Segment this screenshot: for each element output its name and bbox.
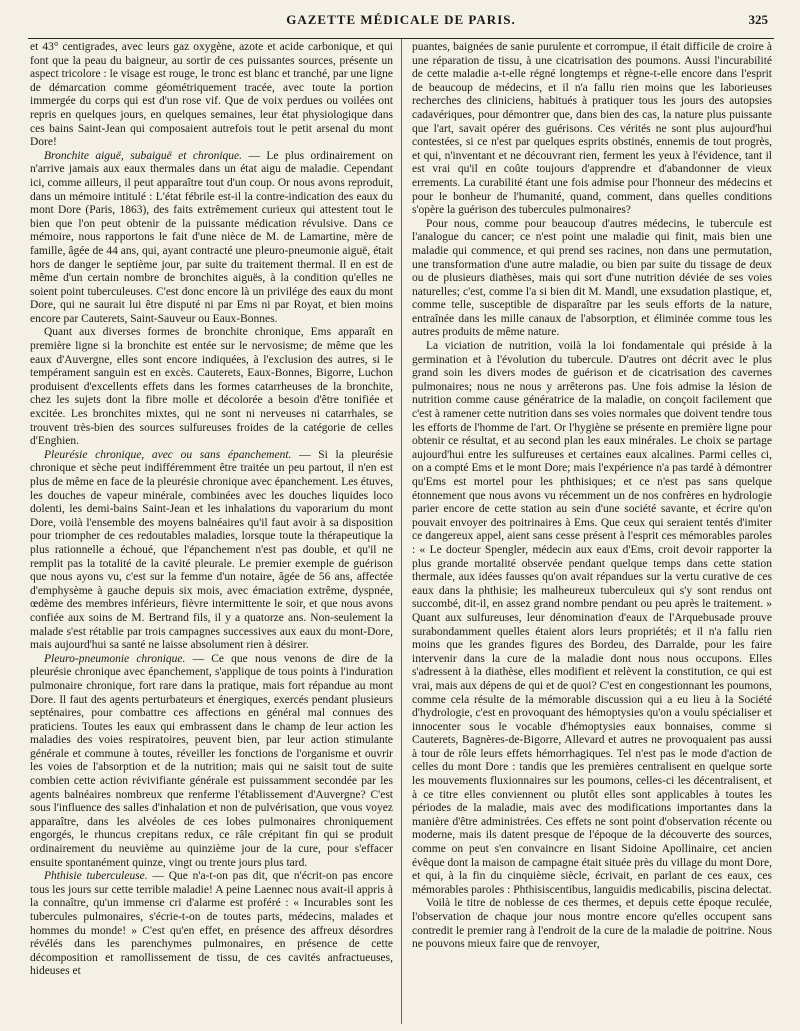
paragraph-text: Pour nous, comme pour beaucoup d'autres médecins, le tubercule est l'analogue du cancer; ce n'est point une maladie qui finit, mais bien une maladie qui commence, et qui prend ses racines, non dans une permutation, une transformation d'une autre maladie, ou bien par suite du tissage de deux ou de plusieurs diathèses, mais qui sort d'une nutrition déviée de ses voies naturelles; c'est, comme l'a si bien dit M. Mandl, une exsudation plastique, et, comme telle, susceptible de disparaître par les seuls efforts de la nature, entraînée dans les mille canaux de l'absorption, et éliminée comme tous les autres produits de même nature. — [412, 217, 772, 339]
paragraph — [30, 150, 393, 327]
section-heading: Pleuro-pneumonie chronique. — [44, 652, 186, 665]
paragraph — [412, 218, 772, 340]
paragraph-text: — Ce que nous venons de dire de la pleurésie chronique avec épanchement, s'applique de tous points à l'induration pulmonaire chronique, fort rare dans la pratique, mais fort répandue au mont Dore. Il faut des agents perturbateurs et énergiques, exercés pendant plusieurs septénaires, pour combattre ces affections en général mal connues des praticiens. Toutes les eaux qui embrassent dans le champ de leur action les maladies des voies respiratoires, peuvent bien, par leur action stimulante générale et commune à toutes, réveiller les fonctions de l'organisme et ouvrir les voies de l'absorption et de la nutrition; mais qui ne saisit tout de suite combien cette action révivifiante générale est puissamment secondée par les agents balnéaires nombreux que renferme l'établissement d'Auvergne? C'est sous l'influence des salles d'inhalation et non de pulvérisation, que vous voyez apparaître, dans les alvéoles de ces lobes pulmonaires chroniquement engorgés, le rhuncus crepitans redux, ce râle crépitant fin qui se produit ordinairement du neuvième au quinzième jour de la cure, pour s'effacer ensuite spontanément quinze, vingt ou trente jours plus tard. — [30, 652, 393, 869]
paragraph — [412, 340, 772, 897]
paragraph — [30, 41, 393, 150]
running-title: GAZETTE MÉDICALE DE PARIS. — [286, 12, 516, 27]
paragraph-text: La viciation de nutrition, voilà la loi fondamentale qui préside à la germination et à l'évolution du tubercule. D'autres ont décrit avec le plus grand soin les divers modes de guérison et de cicatrisation des cavernes pulmonaires; nous ne nous y arrêterons pas. Une fois admise la lésion de nutrition comme cause génératrice de la maladie, on conçoit facilement que c'est à ramener cette nutrition dans ses voies normales que doivent tendre tous les efforts de l'homme de l'art. Or l'hygiène se présente en première ligne pour obtenir ce résultat, et au second plan les eaux minérales. Le choix se partage aujourd'hui entre les sulfureuses et certaines eaux alcalines. Parmi celles ci, on a compté Ems et le mont Dore; mais l'expérience n'a pas tardé à démontrer qu'Ems est mortel pour les phthisiques; et ce n'est pas sans quelque étonnement que nous avons vu récemment un de nos confrères en hydrologie parier encore de cette station au sein d'une société savante, et écrire qu'on pouvait envoyer des poitrinaires à Ems. Que ceux qui seraient tentés d'imiter ce dangereux appel, aient sans cesse présent à l'esprit ces mémorables paroles : « Le docteur Spengler, médecin aux eaux d'Ems, croit devoir rapporter la plus grande mortalité observée pendant quelque temps dans cette station thermale, aux idées fausses qu'on avait répandues sur la vertu curative de ces eaux dans la phthisie; les malheureux tuberculeux qui s'y sont rendus ont succombé, dit-il, en assez grand nombre pendant ou peu après le traitement. » Quant aux sulfureuses, leur dénomination d'eaux de l'Arquebusade prouve surabondamment quelles étaient alors leurs propriétés; et il n'a fallu rien moins que les grandes figures des Bordeu, des Darralde, pour les faire intervenir dans la cure de la maladie dont nous nous occupons. Elles s'adressent à la diathèse, elles modifient et relèvent la constitution, ce qui est vrai, mais aux dépens de qui et de quoi? C'est en congestionnant les poumons, comme cela résulte de la mémorable discussion qui a eu lieu à la Société d'hydrologie, c'est en provoquant des hémoptysies qu'on a voulu spécialiser et innocenter sous le vocable d'hémoptysies eaux bonnaises, comme si Cauterets, Bagnères-de-Bigorre, Allevard et autres ne provoquaient pas aussi à tour de rôle leurs effets hémorrhagiques. Tel n'est pas le mode d'action de celles du mont Dore : tandis que les premières centralisent en quelque sorte les mouvements fluxionnaires sur les poumons, celles-ci les décentralisent, et à ce titre elles conviennent ou plutôt elles sont applicables à toutes les périodes de la maladie, mais avec des modifications importantes dans la manière d'être administrées. Ces effets ne sont point d'observation récente ou moderne, mais ils datent presque de l'époque de la découverte des sources, comme on peut s'en convaincre en lisant Sidoine Apollinaire, cet ancien évêque dont la maison de campagne était située près du village du mont Dore, et qui, à la fin du cinquième siècle, écrivait, en parlant de ces eaux, ces mémorables paroles : Phthisiscentibus, languidis medicabilis, piscina delectat. — [412, 340, 772, 896]
paragraph-text: et 43° centigrades, avec leurs gaz oxygène, azote et acide carbonique, et qui font que la peau du baigneur, au sortir de ces puissantes sources, présente un aspect tricolore : le visage est rouge, le tronc est blanc et tranché, par une ligne de démarcation comme géométriquement tracée, avec toute la portion immergée du corps qui est d'un rose vif. Que de voix perdues ou voilées ont repris en quelques jours, en quelques semaines, leur état physiologique dans ces bains Saint-Jean qui composaient autrefois tout le petit arsenal du mont Dore! — [30, 41, 393, 149]
page-number: 325 — [748, 12, 768, 27]
paragraph — [30, 870, 393, 979]
paragraph-text: — Le plus ordinairement on n'arrive jamais aux eaux thermales dans un état aigu de maladie. Cependant ici, comme ailleurs, il peut apparaître tout d'un coup. Or nous avons reproduit, dans un mémoire intitulé : L'état fébrile est-il la contre-indication des eaux du mont Dore (Paris, 1863), des faits extrêmement curieux qui attestent tout le bien que l'on peut obtenir de la puissante médication révulsive. Dans ce mémoire, nous rapportons le fait d'une nièce de M. de Lamartine, mère de famille, âgée de 44 ans, qui, ayant contracté une pleuro-pneumonie aiguë, était hors de danger le septième jour, par suite du traitement thermal. Il en est de même d'un certain nombre de bronchites aiguës, à la condition qu'elles ne soient point tuberculeuses. C'est donc encore là un privilége des eaux du mont Dore, qui ne saurait lui être disputé ni par Ems ni par Royat, et bien moins encore par Cauterets, Saint-Sauveur ou Eaux-Bonnes. — [30, 149, 393, 325]
paragraph-text: Voilà le titre de noblesse de ces thermes, et depuis cette époque reculée, l'observation de chaque jour nous montre encore qu'elles occupent sans contredit le premier rang à l'endroit de la cure de la maladie de poitrine. Nous ne pouvons mieux faire que de renvoyer, — [412, 897, 772, 951]
paragraph-text: Quant aux diverses formes de bronchite chronique, Ems apparaît en première ligne si la bronchite est entée sur le nervosisme; de même que les eaux d'Auvergne, elles sont encore indiquées, à l'exclusion des autres, si le tempérament sanguin est en excès. Cauterets, Eaux-Bonnes, Bigorre, Luchon produisent d'excellents effets dans les formes catarrheuses de la bronchite, chez les sujets dont la fibre molle et décolorée a besoin d'être tonifiée et excitée. Les bronchites mixtes, qui ne sont ni nerveuses ni catarrhales, se trouvent très-bien des sources sulfureuses froides de la catégorie de celles d'Enghien. — [30, 326, 393, 448]
paragraph-text: puantes, baignées de sanie purulente et corrompue, il était difficile de croire à une réparation de tissu, à une cicatrisation des poumons. Aussi l'incurabilité de cette maladie a-t-elle régné longtemps et règne-t-elle encore dans l'esprit de beaucoup de médecins, et il n'a fallu rien moins que les laborieuses recherches des cliniciens, habitués à pratiquer tous les jours des autopsies cadavériques, pour démontrer que, dans bien des cas, la nature plus puissante que l'art, savait opérer des guérisons. Ces vérités ne sont plus aujourd'hui contestées, si ce n'est par quelques esprits obstinés, ennemis de tout progrès, et qui, n'inventant et ne découvrant rien, ferment les yeux à l'évidence, tant il est vrai qu'il en coûte toujours d'apprendre et d'abandonner de vieux errements. La curabilité étant une fois admise pour l'honneur des médecins et pour le bonheur de l'humanité, quand, comment, dans quelles conditions s'opère la guérison des tubercules pulmonaires? — [412, 41, 772, 217]
paragraph — [412, 897, 772, 951]
section-heading: Pleurésie chronique, avec ou sans épanchement. — [44, 448, 292, 461]
paragraph-text: — Si la pleurésie chronique et sèche peut indifféremment être traitée un peu partout, il n'en est plus de même en face de la pleurésie chronique avec épanchement. Les étuves, les douches de vapeur minérale, combinées avec les douches liquides loco dolenti, les demi-bains Saint-Jean et les inhalations du vaporarium du mont Dore, voilà l'ensemble des moyens balnéaires qu'il faut avoir à sa disposition pour triompher de ces redoutables maladies, lorsque toute la thérapeutique la plus rationnelle a échoué, que l'épanchement n'est pas double, et qu'il ne remplit pas la totalité de la cavité pleurale. Le premier exemple de guérison que nous ayons vu, c'est sur la femme d'un notaire, âgée de 56 ans, affectée d'emphysème à gauche depuis six mois, avec émaciation extrême, dyspnée, œdème des membres inférieurs, fièvre intermittente le soir, et que nous avons confiée aux soins de M. Bertrand fils, il y a quatorze ans. Non-seulement la malade s'est rétablie par trois campagnes successives aux eaux du mont-Dore, mais aujourd'hui sa santé ne laisse absolument rien à désirer. — [30, 448, 394, 652]
paragraph-text: — Que n'a-t-on pas dit, que n'écrit-on pas encore tous les jours sur cette terrible maladie! A peine Laennec nous avait-il appris à la connaître, qu'un immense cri d'alarme est proféré : « Incurables sont les tubercules pulmonaires, s'écrie-t-on de toutes parts, médecins, malades et hommes du monde! » C'est qu'en effet, en présence des affreux désordres révélés dans les parenchymes pulmonaires, en présence de cette décomposition et ramollissement de tissu, de ces cavités anfractueuses, hideuses et — [30, 870, 393, 978]
right-column — [401, 39, 774, 1024]
text-columns — [28, 39, 774, 1024]
left-column — [28, 39, 401, 1024]
paragraph — [30, 653, 393, 871]
paragraph — [412, 41, 772, 218]
section-heading: Bronchite aiguë, subaiguë et chronique. — [44, 149, 242, 162]
paragraph — [30, 326, 393, 448]
paragraph — [30, 449, 393, 653]
section-heading: Phthisie tuberculeuse. — [44, 870, 148, 883]
page-header — [28, 0, 774, 39]
